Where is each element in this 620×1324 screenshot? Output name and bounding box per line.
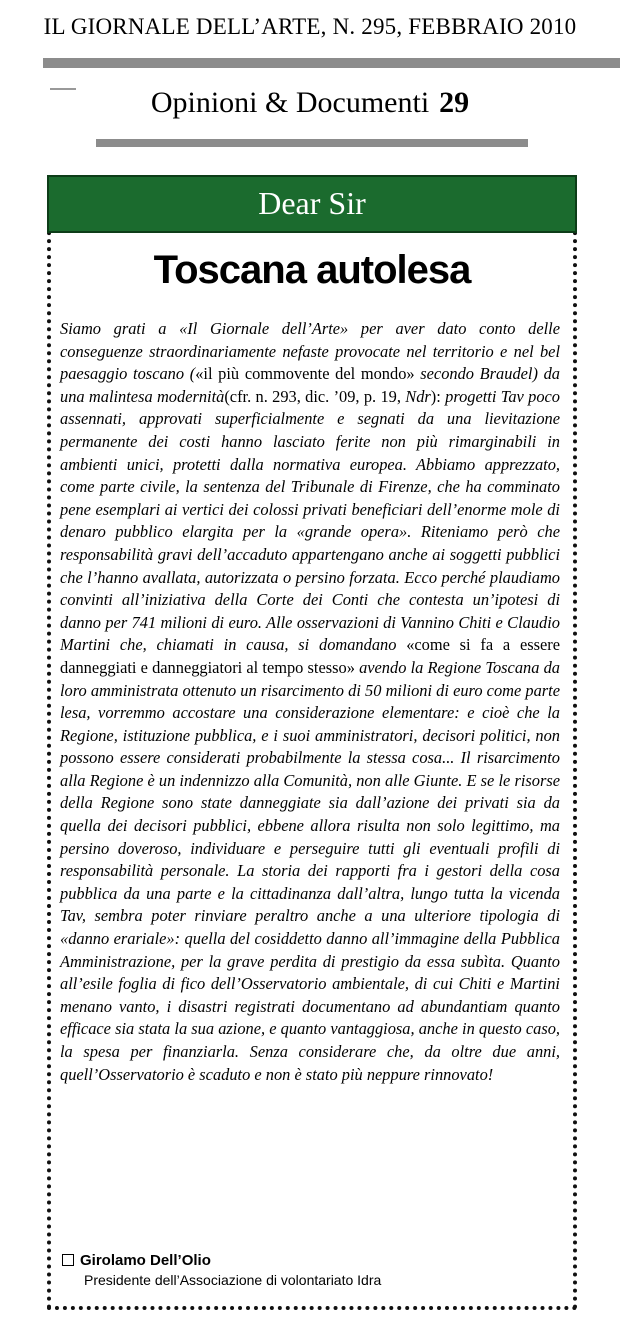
body-run: Siamo grati a «Il Giornale dell’Arte» per aver dato conto delle conseguenze straordinariamente nefaste provocate nel territorio e nel bel paesaggio toscano ( [60, 319, 560, 384]
article-headline: Toscana autolesa [153, 248, 471, 292]
body-run: (cfr. n. 293, dic. ’09, p. 19, [224, 386, 406, 406]
body-run: progetti Tav poco assennati, approvati superficialmente e segnati da una lievitazione permanente dei costi hanno lasciato ferite non più rimarginabili in ambienti unici, protetti dalla normativa europea. Abbiamo apprezzato, come parte civile, la sentenza del Tribunale di Firenze, che ha comminato pene esemplari ai vertici dei colossi privati beneficiari dell’enorme mole di denaro pubblico elargita per la «grande opera». Riteniamo però che responsabilità gravi dell’accaduto appartengano anche ai soggetti pubblici che l’hanno avallata, autorizzata o persino forzata. Ecco perché plaudiamo convinti all’iniziativa della Corte dei Conti che contesta un’ipotesi di danno per 741 milioni di euro. Alle osservazioni di Vannino Chiti e Claudio Martini che, chiamati in causa, si domandano [60, 386, 560, 655]
section-title: Opinioni & Documenti [150, 86, 430, 119]
signature [62, 1252, 211, 1269]
article-body [60, 318, 560, 1086]
body-run: «come si fa a essere danneggiati e danneggiatori al tempo stesso» [60, 635, 561, 677]
masthead: IL GIORNALE DELL’ARTE, N. 295, FEBBRAIO 2010 [43, 14, 577, 39]
body-run: secondo Braudel) da una malintesa modernità [60, 364, 561, 406]
section-header [0, 86, 620, 120]
author-affiliation: Presidente dell’Associazione di volontariato Idra [84, 1272, 382, 1288]
body-run: ): [430, 386, 441, 406]
checkbox-square-icon [62, 1254, 74, 1266]
masthead-rule [43, 58, 620, 68]
body-run: «il più commovente del mondo» [195, 364, 415, 384]
section-rule [96, 139, 528, 147]
body-run: avendo la Regione Toscana da loro amministrata ottenuto un risarcimento di 50 milioni di euro come parte lesa, vorremmo accostare una considerazione elementare: e cioè che la Regione, istituzione pubblica, e i suoi amministratori, decisori politici, non possono essere considerati probabilmente la stessa cosa... Il risarcimento alla Regione è un indennizzo alla Comunità, non alle Giunte. E se le risorse della Regione sono state danneggiate sia dall’azione dei privati sia da quella dei decisori pubblici, ebbene allora risulta non solo legittimo, ma persino doveroso, individuare e perseguire tutti gli eventuali profili di responsabilità personale. La storia dei rapporti fra i gestori della cosa pubblica da una parte e la cittadinanza dall’altra, lungo tutta la vicenda Tav, sembra poter rinviare peraltro anche a una ulteriore tipologia di «danno erariale»: quella del cosiddetto danno all’immagine della Pubblica Amministrazione, per la grave perdita di prestigio da essa subìta. Quanto all’esile foglia di fico dell’Osservatorio ambientale, di cui Chiti e Martini menano vanto, i disastri registrati documentano ad abundantiam quanto efficace sia stata la sua azione, e quanto vantaggiosa, anche in questo caso, la spesa per finanziarla. Senza considerare che, da oltre due anni, quell’Osservatorio è scaduto e non è stato più neppure rinnovato! [60, 657, 560, 1084]
column-banner: Dear Sir [47, 175, 577, 233]
author-name: Girolamo Dell’Olio [80, 1252, 211, 1269]
body-run: Ndr [405, 386, 431, 406]
page-number: 29 [439, 86, 470, 119]
